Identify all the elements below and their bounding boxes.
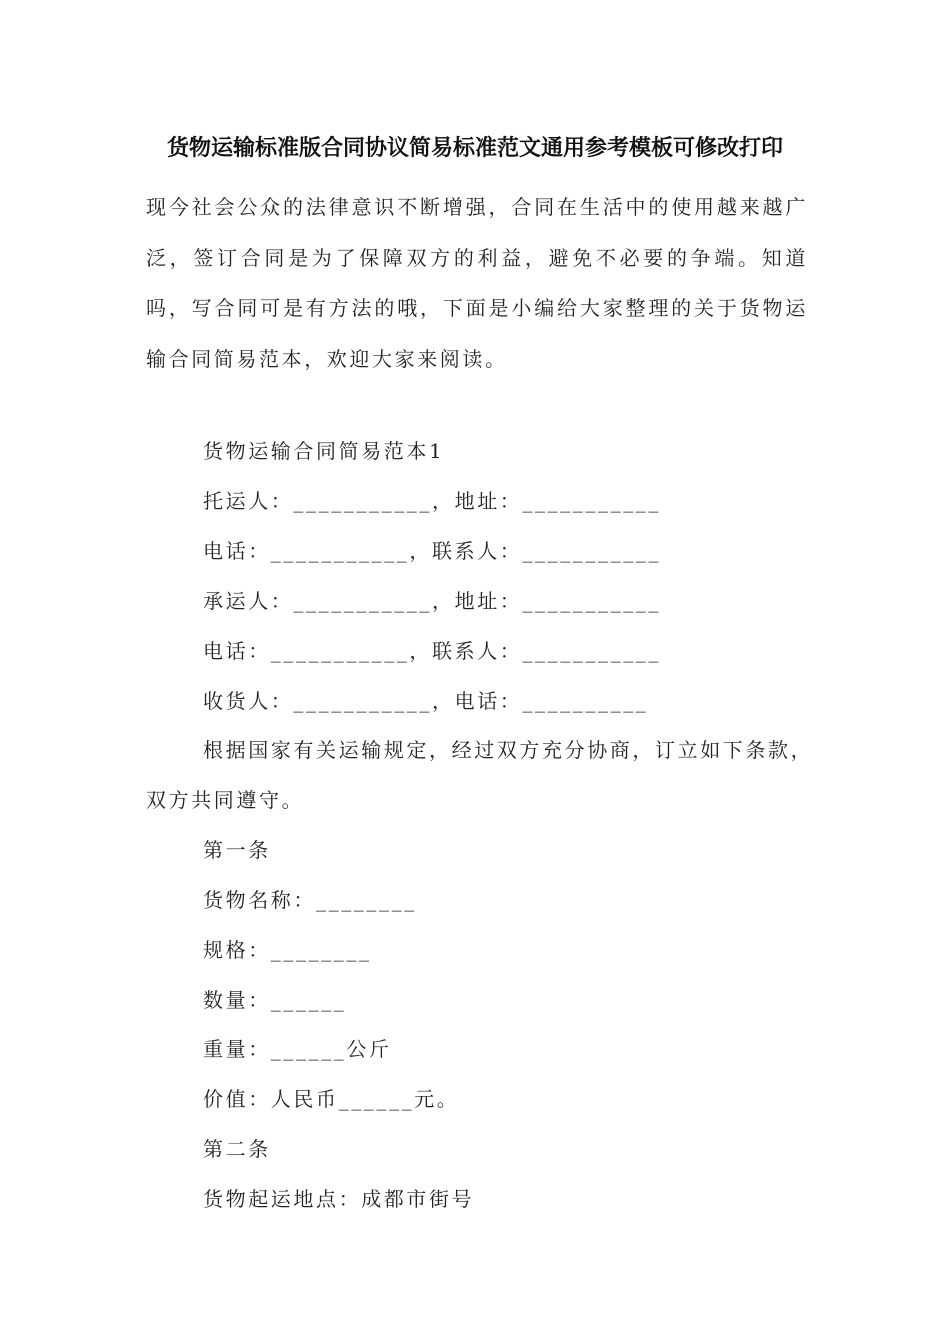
agreement-paragraph-line-1: 根据国家有关运输规定，经过双方充分协商，订立如下条款， [203, 738, 814, 762]
carrier-phone-line: 电话：___________，联系人：___________ [203, 639, 661, 663]
agreement-paragraph-line-2: 双方共同遵守。 [146, 788, 305, 812]
intro-paragraph: 现今社会公众的法律意识不断增强，合同在生活中的使用越来越广泛，签订合同是为了保障双方的利益，避免不必要的争端。知道吗，写合同可是有方法的哦，下面是小编给大家整理的关于货物运输合同简易范本，欢迎大家来阅读。 [146, 195, 808, 371]
document-title: 货物运输标准版合同协议简易标准范文通用参考模板可修改打印 [166, 136, 783, 161]
consignee-line: 收货人：___________，电话：__________ [203, 689, 649, 713]
article-one-heading: 第一条 [203, 838, 271, 862]
shipper-line: 托运人：___________，地址：___________ [203, 489, 661, 513]
value-line: 价值：人民币______元。 [203, 1087, 460, 1111]
section-heading: 货物运输合同简易范本1 [203, 439, 445, 463]
article-two-heading: 第二条 [203, 1137, 271, 1161]
weight-line: 重量：______公斤 [203, 1037, 392, 1061]
quantity-line: 数量：______ [203, 988, 347, 1012]
shipper-phone-line: 电话：___________，联系人：___________ [203, 539, 661, 563]
carrier-line: 承运人：___________，地址：___________ [203, 589, 661, 613]
specification-line: 规格：________ [203, 938, 372, 962]
goods-name-line: 货物名称：________ [203, 888, 417, 912]
origin-line: 货物起运地点：成都市街号 [203, 1187, 475, 1211]
